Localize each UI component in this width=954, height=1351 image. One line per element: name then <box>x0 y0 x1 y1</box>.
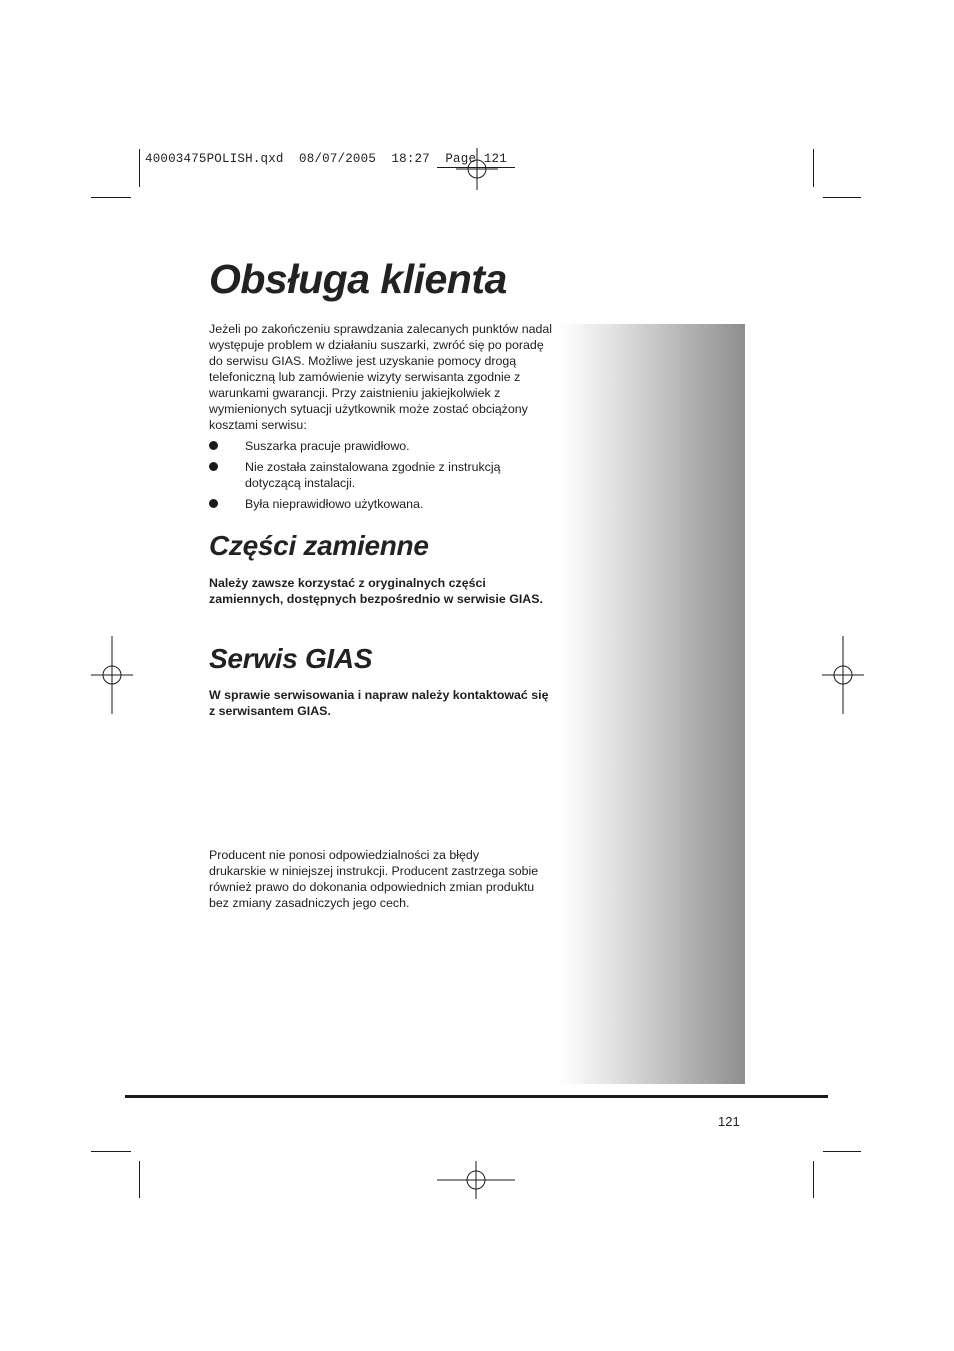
crop-mark-bottom-right-h <box>823 1151 861 1152</box>
footer-rule <box>125 1095 828 1098</box>
bullet-icon <box>209 462 218 471</box>
disclaimer-text: Producent nie ponosi odpowiedzialności za błędy drukarskie w niniejszej instrukcji. Producent zastrzega sobie również prawo do dokonania odpowiednich zmian produktu bez zmiany zasadniczych jego cech. <box>209 848 539 910</box>
page-title: Obsługa klienta <box>209 256 507 302</box>
gias-service-heading: Serwis GIAS <box>209 643 373 674</box>
registration-mark-top-icon <box>456 148 498 190</box>
crop-mark-top-right-v <box>813 149 814 187</box>
registration-mark-bottom-icon <box>437 1161 515 1199</box>
bullet-icon <box>209 499 218 508</box>
customer-service-intro: Jeżeli po zakończeniu sprawdzania zalecanych punktów nadal występuje problem w działaniu suszarki, zwróć się po poradę do serwisu GIAS. Możliwe jest uzyskanie pomocy drogą telefoniczną lub zamówienie wizyty serwisanta zgodnie z warunkami gwarancji. Przy zaistnieniu jakiejkolwiek z wymienionych sytuacji użytkownik może zostać obciążony kosztami serwisu: <box>209 322 553 432</box>
crop-mark-top-right-h <box>823 197 861 198</box>
gradient-side-band <box>560 324 745 1084</box>
service-charge-list <box>209 438 549 517</box>
spare-parts-text: Należy zawsze korzystać z oryginalnych części zamiennych, dostępnych bezpośrednio w serwisie GIAS. <box>209 576 543 606</box>
spare-parts-heading: Części zamienne <box>209 530 429 561</box>
registration-mark-left-icon <box>91 636 133 714</box>
list-item: Była nieprawidłowo użytkowana. <box>209 496 549 512</box>
list-item: Nie została zainstalowana zgodnie z instrukcją dotyczącą instalacji. <box>209 459 549 491</box>
page-number: 121 <box>718 1114 740 1129</box>
printer-slug: 40003475POLISH.qxd 08/07/2005 18:27 Page 121 <box>145 152 507 166</box>
crop-mark-top-left-h <box>91 197 131 198</box>
registration-mark-right-icon <box>822 636 864 714</box>
crop-mark-bottom-right-v <box>813 1161 814 1198</box>
crop-mark-top-left-v <box>139 149 140 187</box>
crop-mark-bottom-left-h <box>91 1151 131 1152</box>
bullet-icon <box>209 441 218 450</box>
gias-service-text: W sprawie serwisowania i napraw należy kontaktować się z serwisantem GIAS. <box>209 688 549 718</box>
crop-mark-bottom-left-v <box>139 1161 140 1198</box>
list-item: Suszarka pracuje prawidłowo. <box>209 438 549 454</box>
